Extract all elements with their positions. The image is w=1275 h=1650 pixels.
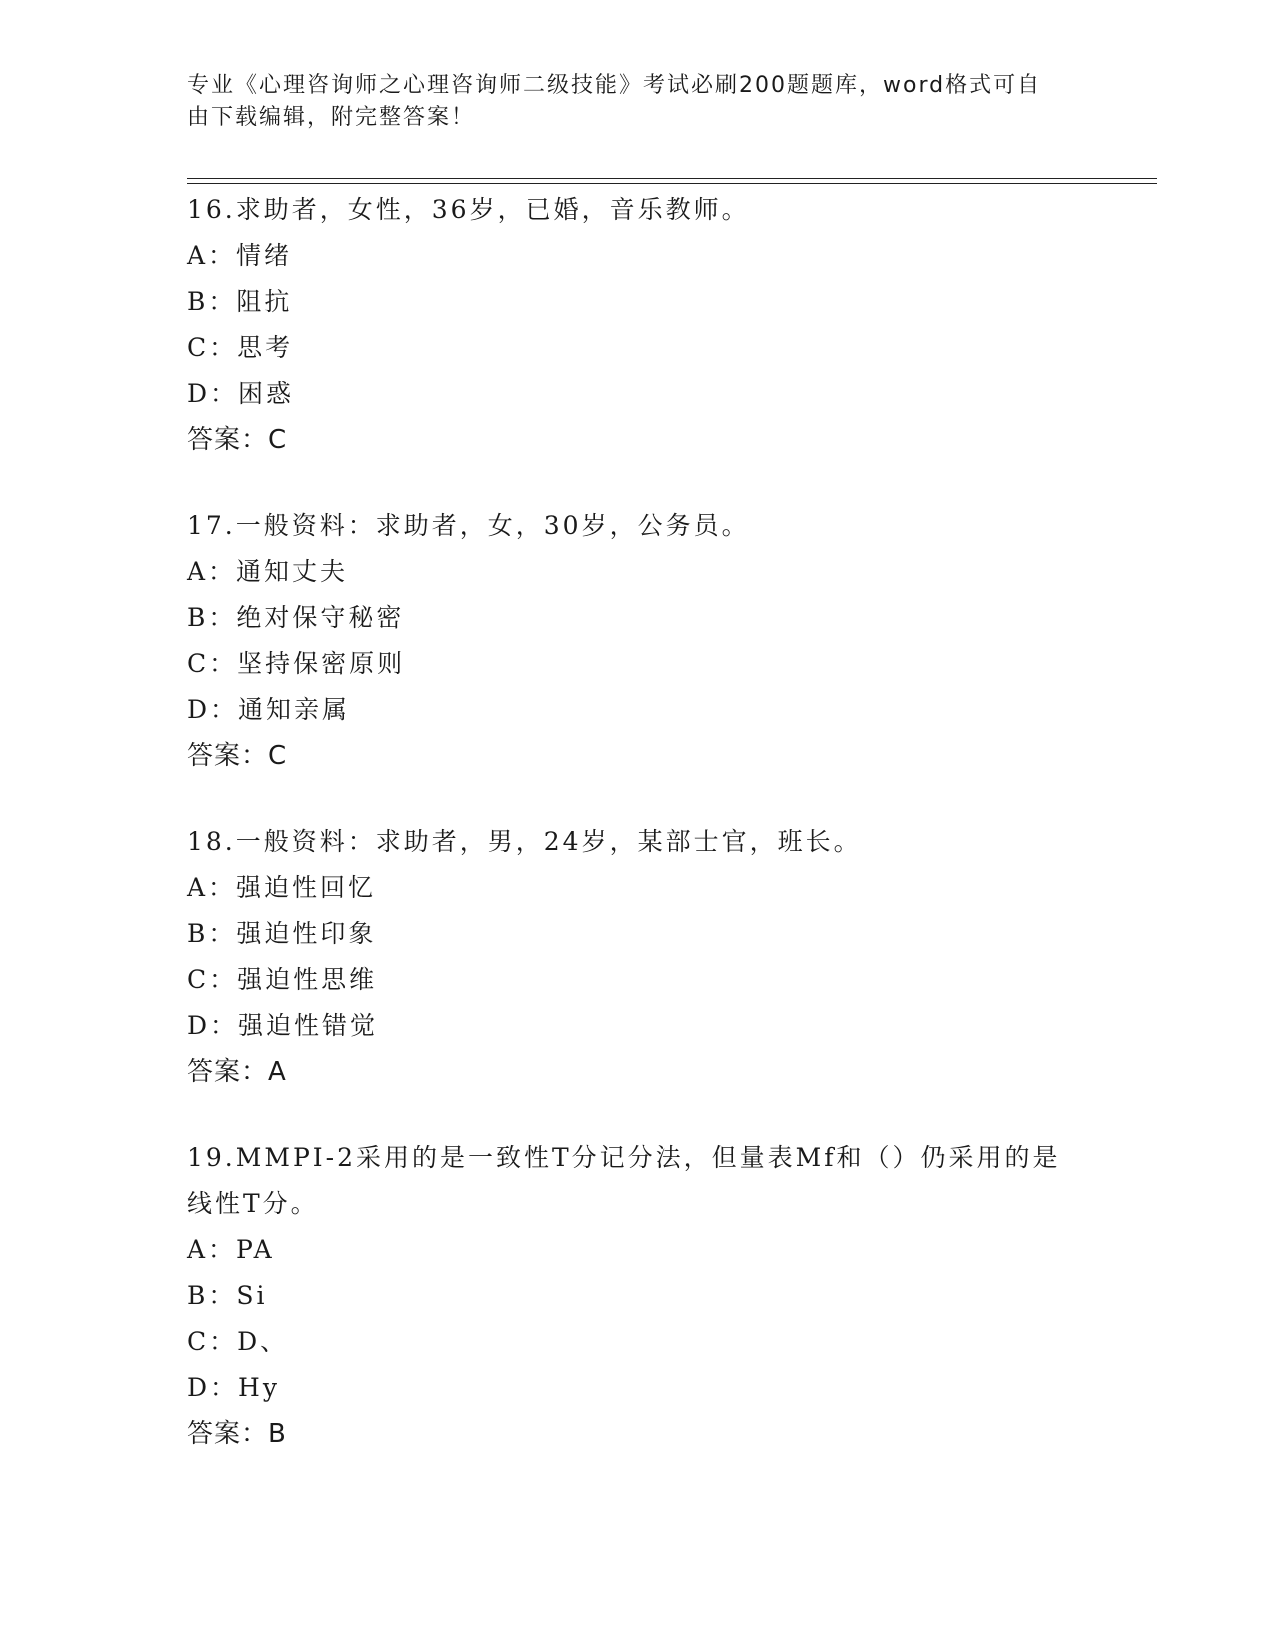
answer: 答案：C — [187, 425, 288, 455]
question-18 — [187, 819, 1067, 1095]
option-c: C：坚持保密原则 — [187, 649, 406, 678]
option-a: A：通知丈夫 — [187, 557, 349, 586]
option-b: B：阻抗 — [187, 287, 293, 316]
option-a: A：情绪 — [187, 241, 293, 270]
question-19 — [187, 1135, 1067, 1457]
answer: 答案：C — [187, 741, 288, 771]
question-16 — [187, 187, 1067, 463]
header-line-2: 由下载编辑，附完整答案！ — [187, 105, 476, 130]
option-d: D：Hy — [187, 1373, 280, 1402]
option-d: D：困惑 — [187, 379, 295, 408]
option-a: A：PA — [187, 1235, 275, 1264]
option-b: B：Si — [187, 1281, 268, 1310]
option-c: C：思考 — [187, 333, 294, 362]
question-17 — [187, 503, 1067, 779]
answer: 答案：B — [187, 1419, 287, 1449]
option-c: C：D、 — [187, 1327, 289, 1356]
option-a: A：强迫性回忆 — [187, 873, 377, 902]
answer: 答案：A — [187, 1057, 287, 1087]
question-stem: 19.MMPI-2采用的是一致性T分记分法，但量表Mf和（）仍采用的是线性T分。 — [187, 1143, 1061, 1218]
question-stem: 18.一般资料：求助者，男，24岁，某部士官，班长。 — [187, 827, 862, 856]
question-stem: 17.一般资料：求助者，女，30岁，公务员。 — [187, 511, 750, 540]
option-d: D：通知亲属 — [187, 695, 351, 724]
option-c: C：强迫性思维 — [187, 965, 378, 994]
option-b: B：强迫性印象 — [187, 919, 377, 948]
header-divider-bottom — [187, 183, 1157, 184]
header-divider-top — [187, 178, 1157, 179]
option-d: D：强迫性错觉 — [187, 1011, 379, 1040]
option-b: B：绝对保守秘密 — [187, 603, 405, 632]
question-stem: 16.求助者，女性，36岁，已婚，音乐教师。 — [187, 195, 750, 224]
header-line-1: 专业《心理咨询师之心理咨询师二级技能》考试必刷200题题库，word格式可自 — [187, 73, 1042, 98]
document-header — [187, 70, 1067, 134]
